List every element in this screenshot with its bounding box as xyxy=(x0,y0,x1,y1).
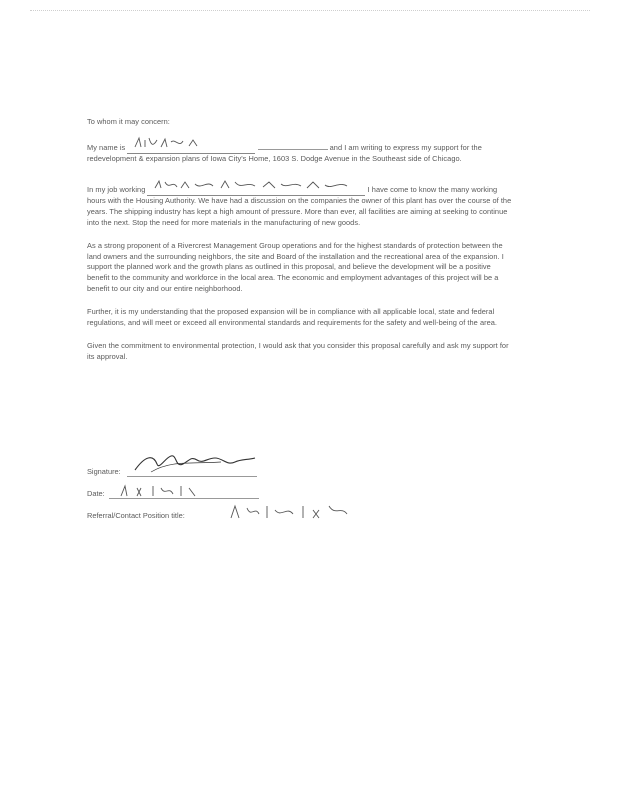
p1-text-after: and I am writing to express my support for the redevelopment & expansion plans of Iowa City's Home, 1603 S. Dodge Avenue in the Southeast side of Chicago. xyxy=(87,142,482,164)
paragraph-4: Further, it is my understanding that the proposed expansion will be in compliance with all applicable local, state and federal regulations, and will meet or exceed all environmental standards and requirements for the safety and well-being of the area. xyxy=(87,307,498,327)
handwritten-job xyxy=(147,178,365,197)
date-row xyxy=(87,480,387,502)
p1-text-before: My name is xyxy=(87,142,126,152)
handwritten-name xyxy=(127,136,255,155)
p2-text-before: In my job working xyxy=(87,184,146,194)
scan-artifact-line xyxy=(30,10,590,12)
paragraph-5: Given the commitment to environmental protection, I would ask that you consider this proposal carefully and ask my support for its approval. xyxy=(87,341,509,361)
signature-block xyxy=(87,458,387,524)
paragraph-1 xyxy=(87,136,512,165)
paragraph-3: As a strong proponent of a Rivercrest Management Group operations and for the highest standards of protection between the land owners and the surrounding neighbors, the site and Board of the installation and the recreational area of the expansion. I support the planned work and the growth plans as outlined in this proposal, and believe the development will be a positive benefit to the community and workforce in the local area. The economic and employment advantages of this project will be a benefit to our city and our entire neighborhood. xyxy=(87,241,504,293)
handwritten-title xyxy=(225,502,355,522)
handwritten-date xyxy=(117,482,217,500)
signature-label: Signature: xyxy=(87,467,121,476)
title-row xyxy=(87,502,387,524)
name-blank-line xyxy=(258,149,328,150)
p2-text-after: I have come to know the many working hours with the Housing Authority. We have had a discussion on the companies the owner of this plant has over the course of the years. The shipping industry has kept a high amount of pressure. More than ever, all facilities are aiming at seeking to continue into the next. Stop the need for more materials in the manufacturing of new goods. xyxy=(87,184,512,227)
handwritten-signature xyxy=(131,450,261,476)
date-label: Date: xyxy=(87,489,105,498)
paragraph-2 xyxy=(87,178,512,228)
letter-body xyxy=(87,117,512,376)
handwritten-job-scribble xyxy=(151,178,361,192)
signature-line xyxy=(127,476,257,477)
signature-row xyxy=(87,458,387,480)
title-label: Referral/Contact Position title: xyxy=(87,511,185,520)
salutation: To whom it may concern: xyxy=(87,117,170,126)
handwritten-name-scribble xyxy=(131,136,251,150)
